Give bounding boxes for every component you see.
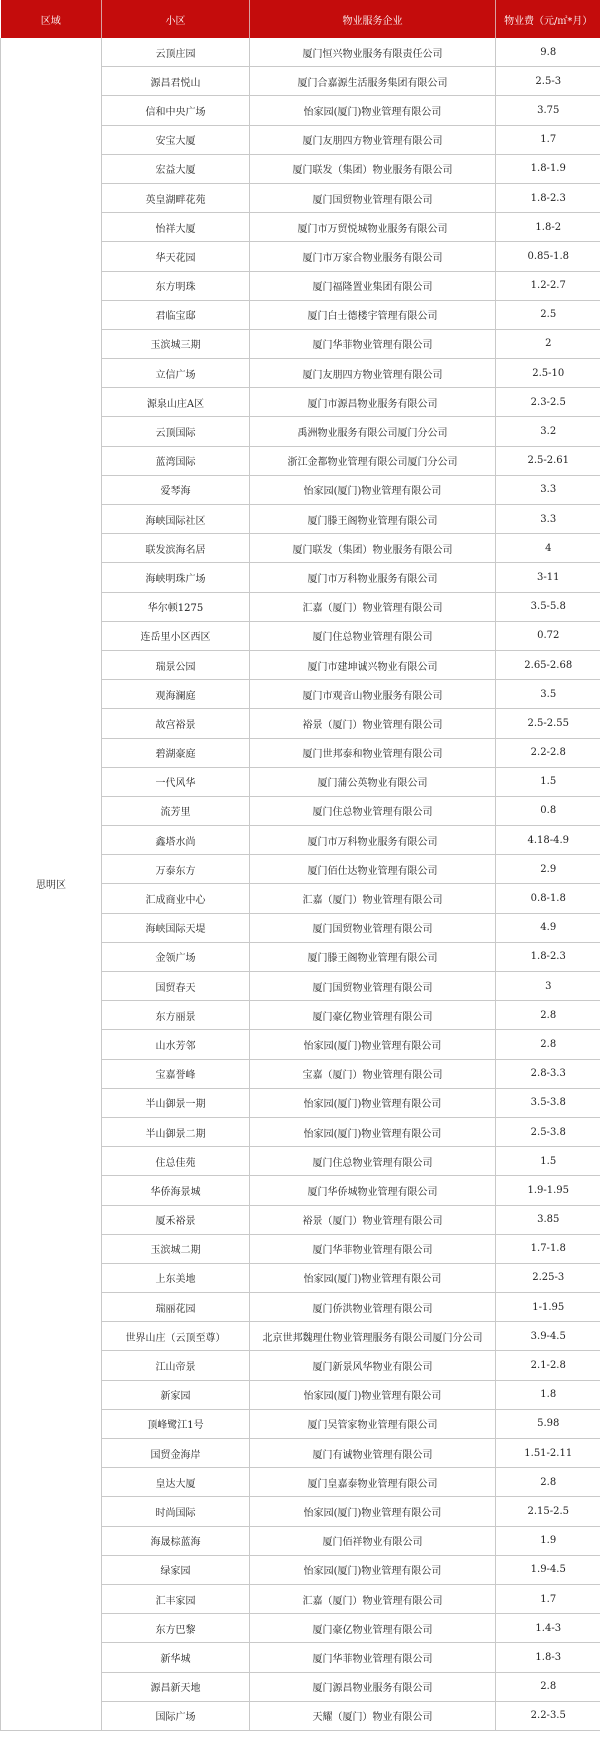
fee-cell: 3.85 xyxy=(496,1205,600,1234)
fee-cell: 2.25-3 xyxy=(496,1263,600,1292)
community-cell: 玉滨城二期 xyxy=(102,1234,250,1263)
company-cell: 厦门侨洪物业管理有限公司 xyxy=(250,1293,496,1322)
district-cell: 思明区 xyxy=(1,38,102,1730)
community-cell: 海峡明珠广场 xyxy=(102,563,250,592)
community-cell: 世界山庄（云顶至尊） xyxy=(102,1322,250,1351)
fee-cell: 1.5 xyxy=(496,1147,600,1176)
fee-cell: 2.3-2.5 xyxy=(496,388,600,417)
fee-cell: 2.8 xyxy=(496,1030,600,1059)
company-cell: 厦门佰祥物业有限公司 xyxy=(250,1526,496,1555)
company-cell: 厦门皇嘉泰物业管理有限公司 xyxy=(250,1468,496,1497)
community-cell: 半山御景二期 xyxy=(102,1117,250,1146)
community-cell: 玉滨城三期 xyxy=(102,329,250,358)
fee-cell: 2.5-3 xyxy=(496,67,600,96)
company-cell: 汇嘉（厦门）物业管理有限公司 xyxy=(250,884,496,913)
community-cell: 半山御景一期 xyxy=(102,1088,250,1117)
community-cell: 国贸金海岸 xyxy=(102,1439,250,1468)
community-cell: 国贸春天 xyxy=(102,972,250,1001)
community-cell: 上东美地 xyxy=(102,1263,250,1292)
fee-cell: 3.5-5.8 xyxy=(496,592,600,621)
fee-cell: 2 xyxy=(496,329,600,358)
community-cell: 皇达大厦 xyxy=(102,1468,250,1497)
company-cell: 厦门住总物业管理有限公司 xyxy=(250,621,496,650)
community-cell: 故宫裕景 xyxy=(102,709,250,738)
fee-cell: 1.7 xyxy=(496,125,600,154)
community-cell: 住总佳苑 xyxy=(102,1147,250,1176)
company-cell: 厦门市万科物业服务有限公司 xyxy=(250,826,496,855)
company-cell: 裕景（厦门）物业管理有限公司 xyxy=(250,709,496,738)
community-cell: 连岳里小区西区 xyxy=(102,621,250,650)
company-cell: 厦门市建坤诚兴物业有限公司 xyxy=(250,650,496,679)
fee-cell: 2.65-2.68 xyxy=(496,650,600,679)
table-row xyxy=(1,38,600,67)
community-cell: 山水芳邻 xyxy=(102,1030,250,1059)
company-cell: 怡家园(厦门)物业管理有限公司 xyxy=(250,1030,496,1059)
fee-cell: 3.75 xyxy=(496,96,600,125)
company-cell: 厦门福隆置业集团有限公司 xyxy=(250,271,496,300)
community-cell: 源昌新天地 xyxy=(102,1672,250,1701)
fee-cell: 3.3 xyxy=(496,475,600,504)
fee-cell: 3.2 xyxy=(496,417,600,446)
header-property-fee: 物业费（元/㎡*月） xyxy=(496,0,600,38)
fee-cell: 1.8-2 xyxy=(496,213,600,242)
fee-cell: 2.5 xyxy=(496,300,600,329)
community-cell: 信和中央广场 xyxy=(102,96,250,125)
fee-cell: 1-1.95 xyxy=(496,1293,600,1322)
fee-cell: 4.9 xyxy=(496,913,600,942)
fee-cell: 0.85-1.8 xyxy=(496,242,600,271)
fee-cell: 1.9-4.5 xyxy=(496,1555,600,1584)
fee-cell: 1.8 xyxy=(496,1380,600,1409)
fee-cell: 1.7-1.8 xyxy=(496,1234,600,1263)
fee-cell: 3.5-3.8 xyxy=(496,1088,600,1117)
company-cell: 厦门世邦泰和物业管理有限公司 xyxy=(250,738,496,767)
community-cell: 厦禾裕景 xyxy=(102,1205,250,1234)
community-cell: 云顶庄园 xyxy=(102,38,250,67)
company-cell: 厦门市万家合物业服务有限公司 xyxy=(250,242,496,271)
company-cell: 厦门住总物业管理有限公司 xyxy=(250,1147,496,1176)
company-cell: 怡家园(厦门)物业管理有限公司 xyxy=(250,1263,496,1292)
header-community: 小区 xyxy=(102,0,250,38)
fee-cell: 9.8 xyxy=(496,38,600,67)
community-cell: 顶峰鹭江1号 xyxy=(102,1409,250,1438)
company-cell: 厦门联发（集团）物业服务有限公司 xyxy=(250,534,496,563)
company-cell: 厦门豪亿物业管理有限公司 xyxy=(250,1614,496,1643)
community-cell: 华侨海景城 xyxy=(102,1176,250,1205)
company-cell: 厦门市观音山物业服务有限公司 xyxy=(250,680,496,709)
community-cell: 华天花园 xyxy=(102,242,250,271)
fee-cell: 0.8-1.8 xyxy=(496,884,600,913)
fee-cell: 3 xyxy=(496,972,600,1001)
company-cell: 厦门华侨城物业管理有限公司 xyxy=(250,1176,496,1205)
fee-cell: 1.8-1.9 xyxy=(496,154,600,183)
header-property-company: 物业服务企业 xyxy=(250,0,496,38)
company-cell: 怡家园(厦门)物业管理有限公司 xyxy=(250,1088,496,1117)
community-cell: 国际广场 xyxy=(102,1701,250,1730)
community-cell: 时尚国际 xyxy=(102,1497,250,1526)
company-cell: 天耀（厦门）物业有限公司 xyxy=(250,1701,496,1730)
company-cell: 厦门吴管家物业管理有限公司 xyxy=(250,1409,496,1438)
fee-cell: 2.5-2.61 xyxy=(496,446,600,475)
fee-cell: 1.8-2.3 xyxy=(496,183,600,212)
community-cell: 汇丰家园 xyxy=(102,1584,250,1613)
fee-cell: 3.3 xyxy=(496,505,600,534)
community-cell: 立信广场 xyxy=(102,359,250,388)
company-cell: 厦门市万科物业服务有限公司 xyxy=(250,563,496,592)
table-body xyxy=(1,38,600,1730)
fee-cell: 4.18-4.9 xyxy=(496,826,600,855)
community-cell: 瑞丽花园 xyxy=(102,1293,250,1322)
community-cell: 蓝湾国际 xyxy=(102,446,250,475)
company-cell: 厦门佰仕达物业管理有限公司 xyxy=(250,855,496,884)
community-cell: 源泉山庄A区 xyxy=(102,388,250,417)
community-cell: 新家园 xyxy=(102,1380,250,1409)
header-row xyxy=(1,0,600,38)
community-cell: 君临宝邸 xyxy=(102,300,250,329)
fee-cell: 5.98 xyxy=(496,1409,600,1438)
community-cell: 绿家园 xyxy=(102,1555,250,1584)
company-cell: 厦门白士德楼宇管理有限公司 xyxy=(250,300,496,329)
company-cell: 厦门豪亿物业管理有限公司 xyxy=(250,1001,496,1030)
community-cell: 英皇湖畔花苑 xyxy=(102,183,250,212)
fee-cell: 1.7 xyxy=(496,1584,600,1613)
community-cell: 瑞景公园 xyxy=(102,650,250,679)
community-cell: 东方明珠 xyxy=(102,271,250,300)
community-cell: 源昌君悦山 xyxy=(102,67,250,96)
community-cell: 新华城 xyxy=(102,1643,250,1672)
company-cell: 厦门滕王阁物业管理有限公司 xyxy=(250,942,496,971)
company-cell: 厦门华菲物业管理有限公司 xyxy=(250,329,496,358)
community-cell: 观海澜庭 xyxy=(102,680,250,709)
fee-cell: 1.51-2.11 xyxy=(496,1439,600,1468)
fee-cell: 2.8 xyxy=(496,1468,600,1497)
fee-cell: 3-11 xyxy=(496,563,600,592)
fee-cell: 1.9 xyxy=(496,1526,600,1555)
community-cell: 海峡国际天堤 xyxy=(102,913,250,942)
community-cell: 爱琴海 xyxy=(102,475,250,504)
fee-cell: 2.15-2.5 xyxy=(496,1497,600,1526)
company-cell: 厦门市万贸悦城物业服务有限公司 xyxy=(250,213,496,242)
community-cell: 流芳里 xyxy=(102,796,250,825)
company-cell: 汇嘉（厦门）物业管理有限公司 xyxy=(250,592,496,621)
community-cell: 海晟棕蓝海 xyxy=(102,1526,250,1555)
fee-cell: 2.2-3.5 xyxy=(496,1701,600,1730)
company-cell: 怡家园(厦门)物业管理有限公司 xyxy=(250,96,496,125)
community-cell: 东方巴黎 xyxy=(102,1614,250,1643)
fee-cell: 2.2-2.8 xyxy=(496,738,600,767)
company-cell: 厦门友朋四方物业管理有限公司 xyxy=(250,359,496,388)
fee-cell: 4 xyxy=(496,534,600,563)
fee-cell: 1.4-3 xyxy=(496,1614,600,1643)
header-district: 区域 xyxy=(1,0,102,38)
company-cell: 厦门住总物业管理有限公司 xyxy=(250,796,496,825)
community-cell: 宝嘉誉峰 xyxy=(102,1059,250,1088)
company-cell: 厦门国贸物业管理有限公司 xyxy=(250,972,496,1001)
company-cell: 厦门华菲物业管理有限公司 xyxy=(250,1234,496,1263)
fee-cell: 2.5-3.8 xyxy=(496,1117,600,1146)
fee-cell: 1.9-1.95 xyxy=(496,1176,600,1205)
company-cell: 宝嘉（厦门）物业管理有限公司 xyxy=(250,1059,496,1088)
company-cell: 厦门有诚物业管理有限公司 xyxy=(250,1439,496,1468)
fee-cell: 2.5-10 xyxy=(496,359,600,388)
company-cell: 怡家园(厦门)物业管理有限公司 xyxy=(250,475,496,504)
fee-cell: 2.8 xyxy=(496,1672,600,1701)
fee-cell: 3.9-4.5 xyxy=(496,1322,600,1351)
community-cell: 海峡国际社区 xyxy=(102,505,250,534)
company-cell: 怡家园(厦门)物业管理有限公司 xyxy=(250,1555,496,1584)
company-cell: 厦门国贸物业管理有限公司 xyxy=(250,183,496,212)
company-cell: 北京世邦魏理仕物业管理服务有限公司厦门分公司 xyxy=(250,1322,496,1351)
company-cell: 厦门友朋四方物业管理有限公司 xyxy=(250,125,496,154)
fee-cell: 2.5-2.55 xyxy=(496,709,600,738)
fee-cell: 1.8-2.3 xyxy=(496,942,600,971)
community-cell: 江山帝景 xyxy=(102,1351,250,1380)
community-cell: 东方丽景 xyxy=(102,1001,250,1030)
company-cell: 浙江金都物业管理有限公司厦门分公司 xyxy=(250,446,496,475)
community-cell: 碧湖豪庭 xyxy=(102,738,250,767)
company-cell: 怡家园(厦门)物业管理有限公司 xyxy=(250,1380,496,1409)
community-cell: 万泰东方 xyxy=(102,855,250,884)
fee-cell: 3.5 xyxy=(496,680,600,709)
company-cell: 怡家园(厦门)物业管理有限公司 xyxy=(250,1117,496,1146)
fee-cell: 0.8 xyxy=(496,796,600,825)
company-cell: 厦门恒兴物业服务有限责任公司 xyxy=(250,38,496,67)
company-cell: 厦门国贸物业管理有限公司 xyxy=(250,913,496,942)
company-cell: 厦门新景风华物业有限公司 xyxy=(250,1351,496,1380)
company-cell: 裕景（厦门）物业管理有限公司 xyxy=(250,1205,496,1234)
community-cell: 怡祥大厦 xyxy=(102,213,250,242)
company-cell: 禹洲物业服务有限公司厦门分公司 xyxy=(250,417,496,446)
fee-cell: 2.1-2.8 xyxy=(496,1351,600,1380)
community-cell: 金领广场 xyxy=(102,942,250,971)
community-cell: 华尔顿1275 xyxy=(102,592,250,621)
fee-cell: 1.8-3 xyxy=(496,1643,600,1672)
fee-cell: 2.8-3.3 xyxy=(496,1059,600,1088)
community-cell: 汇成商业中心 xyxy=(102,884,250,913)
community-cell: 鑫塔水尚 xyxy=(102,826,250,855)
company-cell: 厦门合嘉源生活服务集团有限公司 xyxy=(250,67,496,96)
fee-cell: 0.72 xyxy=(496,621,600,650)
fee-cell: 2.9 xyxy=(496,855,600,884)
company-cell: 厦门联发（集团）物业服务有限公司 xyxy=(250,154,496,183)
community-cell: 宏益大厦 xyxy=(102,154,250,183)
company-cell: 汇嘉（厦门）物业管理有限公司 xyxy=(250,1584,496,1613)
fee-cell: 1.2-2.7 xyxy=(496,271,600,300)
community-cell: 云顶国际 xyxy=(102,417,250,446)
company-cell: 厦门市源昌物业服务有限公司 xyxy=(250,388,496,417)
company-cell: 厦门滕王阁物业管理有限公司 xyxy=(250,505,496,534)
fee-cell: 1.5 xyxy=(496,767,600,796)
company-cell: 厦门源昌物业服务有限公司 xyxy=(250,1672,496,1701)
community-cell: 联发滨海名居 xyxy=(102,534,250,563)
company-cell: 厦门蒲公英物业有限公司 xyxy=(250,767,496,796)
fee-cell: 2.8 xyxy=(496,1001,600,1030)
company-cell: 怡家园(厦门)物业管理有限公司 xyxy=(250,1497,496,1526)
community-cell: 安宝大厦 xyxy=(102,125,250,154)
community-cell: 一代风华 xyxy=(102,767,250,796)
company-cell: 厦门华菲物业管理有限公司 xyxy=(250,1643,496,1672)
